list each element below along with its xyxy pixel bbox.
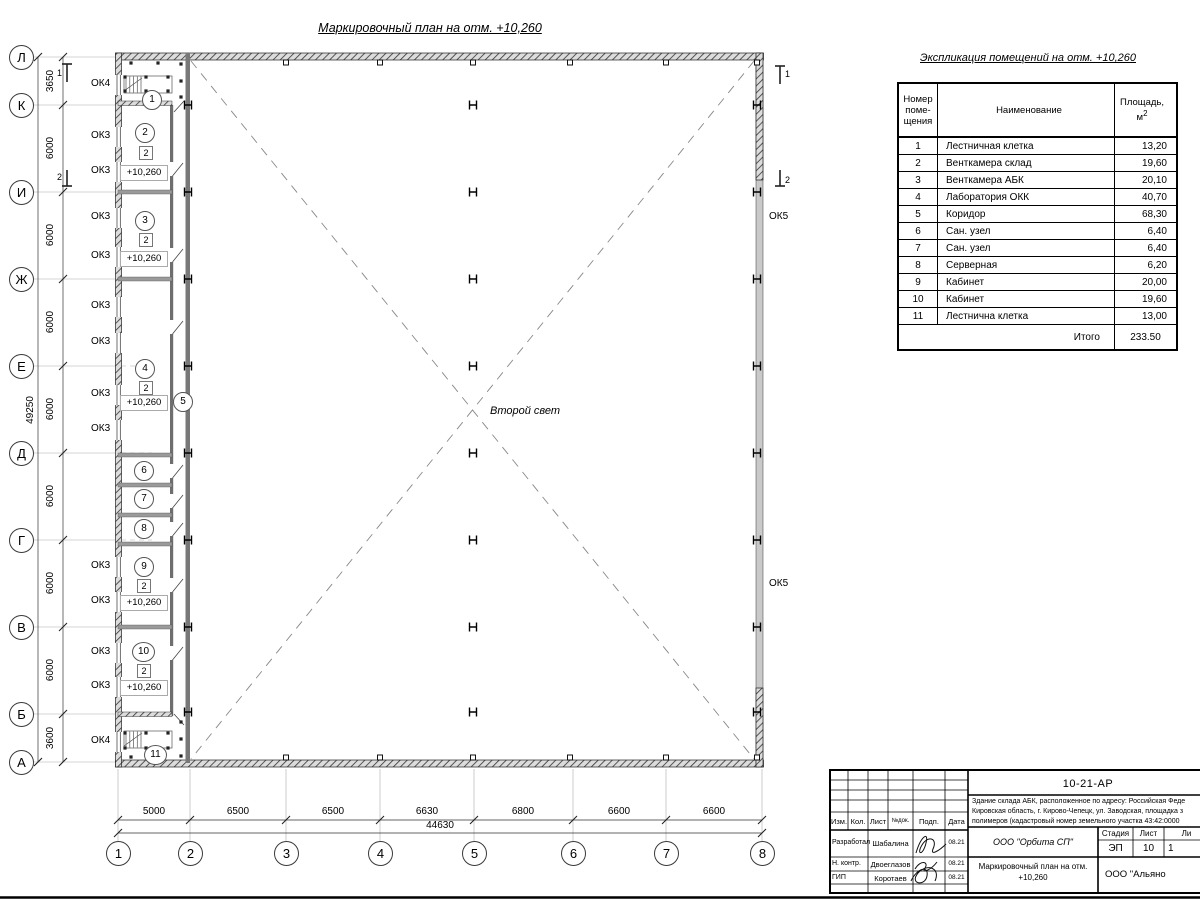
room-number: 3 bbox=[135, 211, 155, 231]
elevation-label: +10,260 bbox=[120, 251, 168, 267]
window-mark: ОК3 bbox=[91, 423, 111, 434]
titleblock-role: Н. контр. bbox=[832, 860, 861, 867]
axis-row-bubble: Г bbox=[9, 528, 34, 553]
titleblock-col-izm: Изм. bbox=[830, 817, 848, 826]
window-mark: ОК3 bbox=[91, 680, 111, 691]
window-mark: ОК3 bbox=[91, 336, 111, 347]
dimension-label: 6800 bbox=[511, 806, 535, 817]
titleblock-doc-title: +10,260 bbox=[1018, 873, 1048, 882]
dimension-label: 6000 bbox=[45, 310, 56, 334]
room-number: 7 bbox=[134, 489, 154, 509]
titleblock-org2: ООО "Альяно bbox=[1105, 869, 1166, 880]
schedule-row: 11 Лестнична клетка 13,00 bbox=[898, 308, 1177, 325]
dimension-label: 6000 bbox=[45, 136, 56, 160]
room-number: 9 bbox=[134, 557, 154, 577]
schedule-row: 3 Венткамера АБК 20,10 bbox=[898, 172, 1177, 189]
titleblock-col-kol: Кол. bbox=[850, 817, 866, 826]
room-number: 8 bbox=[134, 519, 154, 539]
titleblock-date: 08.21 bbox=[948, 860, 965, 867]
axis-col-bubble: 6 bbox=[561, 841, 586, 866]
axis-col-bubble: 7 bbox=[654, 841, 679, 866]
section-mark-label: 1 bbox=[57, 68, 63, 78]
axis-col-bubble: 5 bbox=[462, 841, 487, 866]
dimension-label: 6600 bbox=[702, 806, 726, 817]
window-mark: ОК3 bbox=[91, 130, 111, 141]
titleblock-role: Разработал bbox=[832, 839, 871, 846]
schedule-row: 7 Сан. узел 6,40 bbox=[898, 240, 1177, 257]
titleblock-name: Шабалина bbox=[872, 839, 909, 848]
room-number: 10 bbox=[132, 642, 155, 662]
titleblock-sheets-label: Ли bbox=[1181, 829, 1192, 838]
plan-title: Маркировочный план на отм. +10,260 bbox=[318, 21, 542, 35]
room-number: 6 bbox=[134, 461, 154, 481]
dimension-label: 6000 bbox=[45, 223, 56, 247]
elevation-label: +10,260 bbox=[120, 395, 168, 411]
dimension-label: 3600 bbox=[45, 726, 56, 750]
room-number: 4 bbox=[135, 359, 155, 379]
window-mark: ОК3 bbox=[91, 165, 111, 176]
dimension-label: 6000 bbox=[45, 484, 56, 508]
stair-room-doors bbox=[174, 101, 184, 725]
axis-row-bubble: Ж bbox=[9, 267, 34, 292]
dimension-label: 6500 bbox=[321, 806, 345, 817]
schedule-header-area: Площадь, $м^2$ bbox=[1115, 83, 1178, 137]
schedule-row: 8 Серверная 6,20 bbox=[898, 257, 1177, 274]
section-mark-label: 2 bbox=[57, 172, 63, 182]
room-number: 2 bbox=[135, 123, 155, 143]
dimension-label: 3650 bbox=[45, 69, 56, 93]
dimension-total-label: 49250 bbox=[25, 396, 36, 424]
axis-row-bubble: И bbox=[9, 180, 34, 205]
room-number: 11 bbox=[144, 745, 167, 765]
room-type-badge: 2 bbox=[137, 579, 151, 593]
dimension-label: 5000 bbox=[142, 806, 166, 817]
dimension-label: 6000 bbox=[45, 658, 56, 682]
axis-row-bubble: А bbox=[9, 750, 34, 775]
window-mark: ОК4 bbox=[91, 735, 111, 746]
axis-row-bubble: Л bbox=[9, 45, 34, 70]
second-light-label: Второй свет bbox=[490, 405, 561, 417]
outer-walls bbox=[116, 53, 764, 767]
dimension-label: 6000 bbox=[45, 397, 56, 421]
elevation-label: +10,260 bbox=[120, 165, 168, 181]
window-mark: ОК3 bbox=[91, 211, 111, 222]
room-number: 5 bbox=[173, 392, 193, 412]
window-mark: ОК3 bbox=[91, 300, 111, 311]
titleblock-stage-label: Стадия bbox=[1101, 829, 1130, 838]
titleblock-col-data: Дата bbox=[948, 817, 965, 826]
titleblock-org: ООО "Орбита СП" bbox=[993, 837, 1073, 847]
titleblock-stage-value: ЭП bbox=[1108, 843, 1123, 854]
schedule-row: 2 Венткамера склад 19,60 bbox=[898, 155, 1177, 172]
room-schedule-table bbox=[897, 82, 1178, 351]
schedule-title: Экспликация помещений на отм. +10,260 bbox=[920, 52, 1136, 64]
titleblock-col-ndoc: №док. bbox=[891, 818, 910, 824]
schedule-row: 9 Кабинет 20,00 bbox=[898, 274, 1177, 291]
dimension-label: 6500 bbox=[226, 806, 250, 817]
titleblock-date: 08.21 bbox=[948, 839, 965, 846]
axis-row-bubble: Д bbox=[9, 441, 34, 466]
axis-col-bubble: 8 bbox=[750, 841, 775, 866]
axis-row-bubble: Б bbox=[9, 702, 34, 727]
titleblock-address-line: Здание склада АБК, расположенное по адресу: Российская Феде bbox=[972, 798, 1186, 805]
window-mark: ОК3 bbox=[91, 560, 111, 571]
section-mark-label: 2 bbox=[785, 175, 791, 185]
second-light-cross bbox=[191, 61, 754, 759]
signatures bbox=[911, 836, 946, 882]
schedule-row: 5 Коридор 68,30 bbox=[898, 206, 1177, 223]
axis-row-bubble: Е bbox=[9, 354, 34, 379]
axis-col-bubble: 1 bbox=[106, 841, 131, 866]
titleblock-address-line: полимеров (кадастровый номер земельного участка 43:42:0000 bbox=[972, 818, 1180, 825]
window-mark: ОК3 bbox=[91, 250, 111, 261]
room-type-badge: 2 bbox=[139, 381, 153, 395]
titleblock-sheet-label: Лист bbox=[1139, 829, 1158, 838]
room-number: 1 bbox=[142, 90, 162, 110]
window-mark: ОК3 bbox=[91, 646, 111, 657]
dimension-label: 6630 bbox=[415, 806, 439, 817]
schedule-row: 6 Сан. узел 6,40 bbox=[898, 223, 1177, 240]
room-type-badge: 2 bbox=[139, 146, 153, 160]
titleblock-address-line: Кировская область, г. Кирово-Чепецк, ул. Заводская, площадка з bbox=[972, 808, 1184, 815]
titleblock-role: ГИП bbox=[832, 874, 846, 881]
axis-col-bubble: 4 bbox=[368, 841, 393, 866]
window-mark: ОК4 bbox=[91, 78, 111, 89]
elevation-label: +10,260 bbox=[120, 680, 168, 696]
schedule-row: 4 Лаборатория ОКК 40,70 bbox=[898, 189, 1177, 206]
schedule-header-name: Наименование bbox=[938, 83, 1115, 137]
titleblock-col-podp: Подп. bbox=[919, 817, 939, 826]
titleblock-name: Коротаев bbox=[874, 874, 907, 883]
window-mark: ОК3 bbox=[91, 388, 111, 399]
axis-col-bubble: 3 bbox=[274, 841, 299, 866]
titleblock-name: Двоеглазов bbox=[870, 860, 911, 869]
section-mark-label: 1 bbox=[785, 69, 791, 79]
schedule-row: 10 Кабинет 19,60 bbox=[898, 291, 1177, 308]
titleblock-doc-title: Маркировочный план на отм. bbox=[978, 862, 1088, 871]
schedule-total-row: Итого 233.50 bbox=[898, 325, 1177, 351]
titleblock-date: 08.21 bbox=[948, 874, 965, 881]
room-type-badge: 2 bbox=[137, 664, 151, 678]
window-mark: ОК3 bbox=[91, 595, 111, 606]
titleblock-sheets-value: 1 bbox=[1168, 843, 1174, 854]
schedule-header-num: Номер поме- щения bbox=[898, 83, 938, 137]
axis-row-bubble: К bbox=[9, 93, 34, 118]
window-mark: ОК5 bbox=[769, 578, 789, 589]
dimension-total-label: 44630 bbox=[426, 820, 454, 831]
schedule-row: 1 Лестничная клетка 13,20 bbox=[898, 137, 1177, 155]
dimension-label: 6600 bbox=[607, 806, 631, 817]
titleblock-doc-number: 10-21-АР bbox=[1062, 778, 1114, 790]
titleblock-col-list: Лист bbox=[869, 817, 887, 826]
titleblock-sheet-value: 10 bbox=[1142, 843, 1155, 854]
axis-col-bubble: 2 bbox=[178, 841, 203, 866]
axis-row-bubble: В bbox=[9, 615, 34, 640]
room-type-badge: 2 bbox=[139, 233, 153, 247]
window-mark: ОК5 bbox=[769, 211, 789, 222]
dimension-label: 6000 bbox=[45, 571, 56, 595]
elevation-label: +10,260 bbox=[120, 595, 168, 611]
